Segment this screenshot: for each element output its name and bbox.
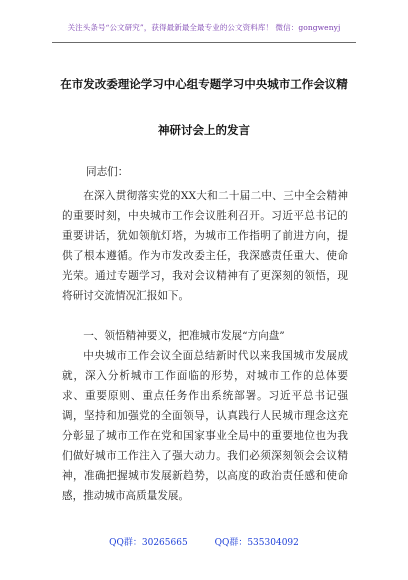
header-divider [52, 42, 356, 43]
body-paragraph-section-1 [62, 346, 348, 506]
body-paragraph-intro [62, 186, 348, 306]
paragraph-text: 中央城市工作会议全面总结新时代以来我国城市发展成就，深入分析城市工作面临的形势，对城市工作的总体要求、重要原则、重点任务作出系统部署。习近平总书记强调，坚持和加强党的全面领导，认真践行人民城市理念这充分彰显了城市工作在党和国家事业全局中的重要地位也为我们做好城市工作注入了强大动力。我们必须深刻领会会议精神，准确把握城市发展新趋势，以高度的政治责任感和使命感，推动城市高质量发展。 [62, 350, 348, 502]
document-title-line-2: 神研讨会上的发言 [158, 123, 250, 137]
header-promo-note: 关注头条号“公文研究”，获得最新最全最专业的公文资料库！ 微信：gongwenyj [67, 23, 341, 32]
footer-contacts [0, 535, 408, 548]
footer-qq-group-2[interactable]: QQ群：535304092 [214, 538, 299, 548]
footer-qq-group-1[interactable]: QQ群：30265665 [109, 538, 188, 548]
section-heading-1 [62, 326, 348, 346]
document-title-line-1: 在市发改委理论学习中心组专题学习中央城市工作会议精 [60, 77, 348, 91]
paragraph-text: 在深入贯彻落实党的XX大和二十届二中、三中全会精神的重要时刻，中央城市工作会议胜利召开。习近平总书记的重要讲话，犹如领航灯塔，为城市工作指明了前进方向，提供了根本遵循。作为市发改委主任，我深感责任重大、使命光荣。通过专题学习，我对会议精神有了更深刻的领悟，现将研讨交流情况汇报如下。 [62, 190, 348, 302]
greeting: 同志们： [86, 166, 129, 178]
section-heading-text: 一、领悟精神要义，把准城市发展“方向盘” [83, 330, 285, 342]
